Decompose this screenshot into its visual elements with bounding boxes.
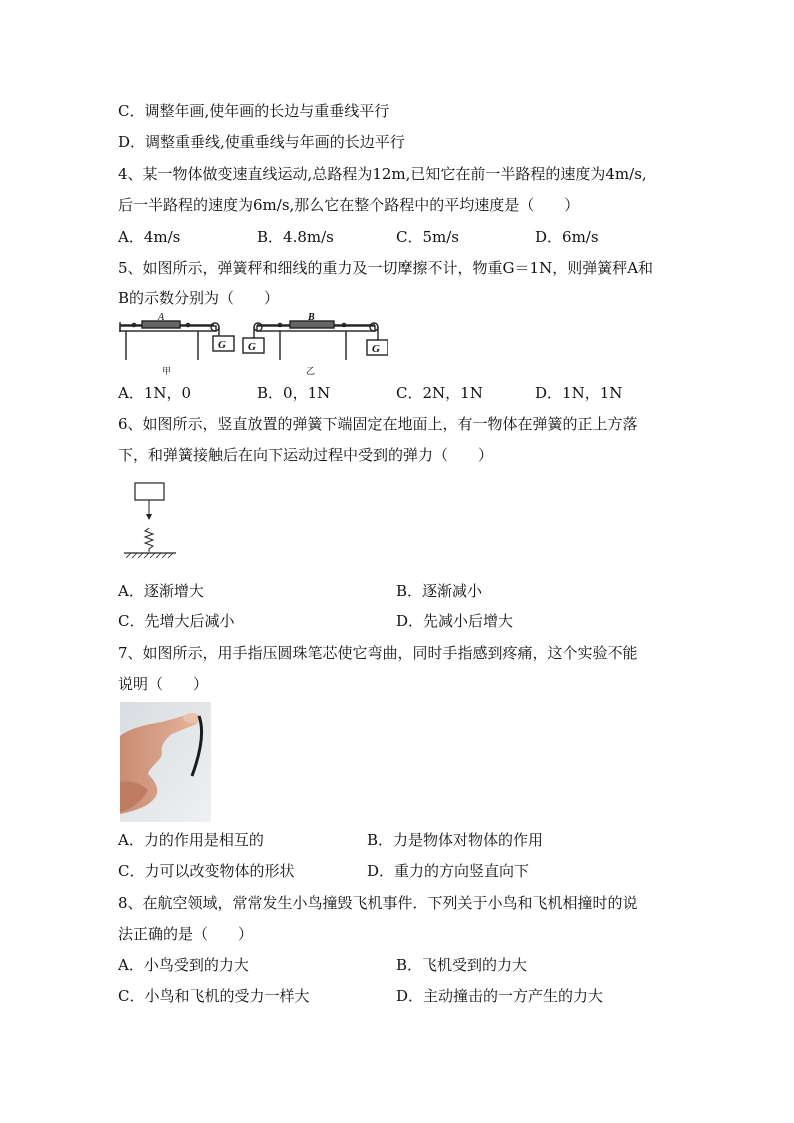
q5-stem-line2: B的示数分别为（ ） [118,289,280,307]
figure-spring-block [118,478,184,566]
q8-option-d: D．主动撞击的一方产生的力大 [396,987,604,1005]
ground-hatch [126,553,173,558]
q4-option-c: C．5m/s [396,228,459,246]
q8-option-c: C．小鸟和飞机的受力一样大 [118,987,310,1005]
q5-option-c: C．2N，1N [396,384,483,402]
q8-option-a: A．小鸟受到的力大 [118,956,249,974]
figure-weight-jia: G [218,339,226,351]
figure-label-b: B [308,312,315,323]
figure-weight-yi-left: G [248,341,256,353]
q4-stem-line2: 后一半路程的速度为6m/s,那么它在整个路程中的平均速度是（ ） [118,196,580,214]
figure-label-a: A [158,312,165,323]
figure-weight-yi-right: G [372,343,380,355]
q5-option-d: D．1N，1N [535,384,623,402]
q6-stem-line1: 6、如图所示，竖直放置的弹簧下端固定在地面上，有一物体在弹簧的正上方落 [118,415,638,433]
q7-option-c: C．力可以改变物体的形状 [118,862,295,880]
q7-option-d: D．重力的方向竖直向下 [367,862,530,880]
figure-jia [120,321,234,360]
q7-option-a: A．力的作用是相互的 [118,831,264,849]
q6-option-c: C．先增大后减小 [118,612,235,630]
q7-option-b: B．力是物体对物体的作用 [367,831,544,849]
figure-caption-yi: 乙 [306,367,316,376]
q8-stem-line1: 8、在航空领域，常常发生小鸟撞毁飞机事件．下列关于小鸟和飞机相撞时的说 [118,894,638,912]
q4-option-d: D．6m/s [535,228,599,246]
q3-option-d: D．调整重垂线,使重垂线与年画的长边平行 [118,133,405,151]
figure-caption-jia: 甲 [162,367,172,376]
q8-option-b: B．飞机受到的力大 [396,956,528,974]
figure-finger-pen-photo [120,702,211,822]
q5-option-b: B．0，1N [257,384,331,402]
figure-yi [243,321,388,360]
q8-stem-line2: 法正确的是（ ） [118,925,254,943]
q4-option-a: A．4m/s [118,228,181,246]
q3-option-c: C．调整年画,使年画的长边与重垂线平行 [118,102,390,120]
q4-option-b: B．4.8m/s [257,228,334,246]
figure-spring-scales [118,312,388,376]
q6-option-a: A．逐渐增大 [118,582,204,600]
spring-coil [145,528,153,552]
q6-option-d: D．先减小后增大 [396,612,514,630]
q7-stem-line2: 说明（ ） [118,675,209,693]
q5-option-a: A．1N，0 [118,384,192,402]
q6-stem-line2: 下，和弹簧接触后在向下运动过程中受到的弹力（ ） [118,446,494,464]
q7-stem-line1: 7、如图所示，用手指压圆珠笔芯使它弯曲，同时手指感到疼痛，这个实验不能 [118,644,638,662]
arrow-down-icon [146,514,152,520]
falling-block [135,483,164,500]
q6-option-b: B．逐渐减小 [396,582,483,600]
q4-stem-line1: 4、某一物体做变速直线运动,总路程为12m,已知它在前一半路程的速度为4m/s, [118,165,647,183]
q5-stem-line1: 5、如图所示，弹簧秤和细线的重力及一切摩擦不计，物重G＝1N，则弹簧秤A和 [118,259,654,277]
